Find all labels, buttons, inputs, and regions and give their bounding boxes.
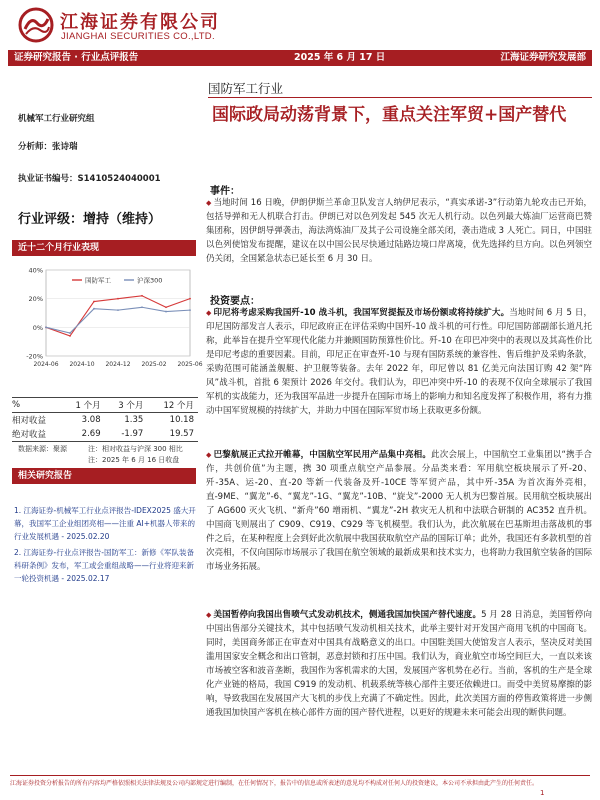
series-line-2 xyxy=(46,307,190,333)
company-name-en: JIANGHAI SECURITIES CO.,LTD. xyxy=(61,31,215,42)
table-row xyxy=(12,413,198,428)
data-point xyxy=(93,308,95,310)
table-header-cell: % xyxy=(12,398,62,413)
rating-label: 行业评级： xyxy=(18,212,84,227)
table-row xyxy=(12,427,198,442)
x-tick-label: 2024-06 xyxy=(33,361,59,368)
table-cell: 19.57 xyxy=(147,427,198,442)
header-bar xyxy=(8,50,592,66)
data-point xyxy=(189,309,191,311)
report-date: 2025 年 6 月 17 日 xyxy=(294,52,386,63)
table-cell: 10.18 xyxy=(169,414,194,425)
point-paragraph xyxy=(206,448,592,574)
cert-number: S1410524040001 xyxy=(77,174,161,184)
analyst-label: 分析师： xyxy=(18,142,53,152)
bullet-icon: ◆ xyxy=(206,199,212,207)
table-header-cell: 1 个月 xyxy=(62,398,105,413)
y-tick-label: 0% xyxy=(32,323,43,332)
related-heading: 相关研究报告 xyxy=(12,468,196,484)
data-point xyxy=(69,335,71,337)
research-dept: 江海证券研究发展部 xyxy=(500,52,586,63)
legend-label: 国防军工 xyxy=(85,276,111,285)
data-point xyxy=(117,309,119,311)
point-text: 5 月 28 日消息，美国暂停向中国出售部分关键技术，其中包括喷气发动机相关技术，此举主要针对开发国产商用飞机的中国商飞。同时，美国商务部正在审查对中国具有战略意义的出口。中国駐美国大使馆发言人表示，坚决反对美国滥用国家安全概念和出口管制，恶意封锁和打压中国。我们认为，商业航空市场空间巨大，一直以来该市场被空客和波音垄断，我国作为客机需求的大国，发展国产客机势在必行。当前，客机的生产是全球化产业链的格局，我国 C919 的发动机、机载系统等核心部件主要还依赖进口。而受中美贸易摩擦的影响，导致我国在发展国产大飞机的步伐上充满了不确定性。因此，此次美国方面的停售政策将进一步侧通我国加快国产客机在核心部件方面的国产替代进程，以更好的规避未来可能会出现的断供问题。 xyxy=(206,610,592,718)
table-cell: 相对收益 xyxy=(12,415,47,426)
table-cell: 2.69 xyxy=(62,427,105,442)
rating-value: 增持（维持） xyxy=(83,212,162,227)
performance-table xyxy=(12,397,198,442)
disclaimer-footer: 江海证券投资分析报告的所有内容均严格依照相关法律法规及公司内部规定进行编制，在任何情况下，报告中的信息或所表述的意见均不构成对任何人的投资建议，本公司不承担由此产生的任何责任。 xyxy=(10,775,590,788)
performance-chart xyxy=(14,260,203,380)
related-reports xyxy=(14,504,198,588)
company-logo-icon xyxy=(18,7,54,43)
point-text: 当地时间 6 月 5 日，印尼国防部发言人表示，印尼政府正在评估采购中国歼-10 战斗机的可行性。印尼国防部副部长道凡托称，此举旨在提升空军现代化能力并兼顾国防预算性价比。歼-10 在印巴冲突中的表现以及其高性价比是印尼考虑的重要因素。目前，印尼正在审查歼-10 与现有国防系统的兼容性、售后维护及采购条款，采购范围可能涵盖舰艇、护卫舰等装备。去年 2022 年，印尼曾以 81 亿美元向法国订购 42 架“阵风”战斗机，首批 6 架预计 2026 年交付。我们认为，印巴冲突中歼-10 的表现不仅向全球展示了我国军机的实战能力，还为我国军品进一步提升在国际市场上的影响力和知名度发挥了积极作用，将有力推动中国军贸规模的持续扩大，并助力中国在国际军贸市场上获取更多份额。 xyxy=(206,308,592,416)
point-paragraph xyxy=(206,306,592,418)
sector-label: 国防军工行业 xyxy=(208,81,284,96)
page-number: 1 xyxy=(540,789,545,797)
x-tick-label: 2025-02 xyxy=(141,361,167,368)
legend-label: 沪深300 xyxy=(137,276,163,285)
page-title: 国际政局动荡背景下，重点关注军贸+国产替代 xyxy=(212,105,567,125)
y-tick-label: 20% xyxy=(28,295,43,304)
data-point xyxy=(165,311,167,313)
x-tick-label: 2025-06 xyxy=(177,361,203,368)
data-point xyxy=(141,306,143,308)
point-lead: 印尼将考虑采购我国歼-10 战斗机，我国军贸提振及市场份额或将持续扩大。 xyxy=(213,308,510,318)
point-lead: 巴黎航展正式拉开帷幕，中国航空军民用产品集中亮相。 xyxy=(213,450,432,460)
bullet-icon: ◆ xyxy=(206,309,212,317)
events-heading: 事件： xyxy=(210,186,240,197)
bullet-icon: ◆ xyxy=(206,451,212,459)
events-text: 当地时间 16 日晚，伊朗伊斯兰革命卫队发言人纳伊尼表示，“真实承诺-3”行动第九轮攻击已开始，包括导弹和无人机联合打击。伊朗已对以色列发起 545 次无人机行动。以色列最大炼油厂运营商巴赞集团称，因伊朗导弹袭击，海法湾炼油厂及其子公司设施全部关闭，袭击造成 3 人死亡。同日，中国驻以色列使馆发布提醒，建议在以中国公民尽快通过陆路边境口岸离境，优先选择约旦方向。以色列领空仍关闭，全国紧急状态已延长至 6 月 30 日。 xyxy=(206,198,592,264)
data-point xyxy=(117,298,119,300)
company-name-cn: 江海证券有限公司 xyxy=(60,12,220,33)
table-cell: 绝对收益 xyxy=(12,427,62,442)
point-text: 此次会展上，中国航空工业集团以“携手合作，共创价值”为主题，携 30 项重点航空产品参展。分品类来看：军用航空板块展示了歼-20、歼-35A、运-20、直-20 等新一代装备及歼-10CE 等军贸产品，其中歼-35A 为首次海外亮相，直-9ME、“翼龙”-6、“翼龙”-1G、“翼龙”-10B、“旋戈”-2000 无人机为巴黎首展。民用航空板块展出了 AG600 灭火飞机、“新舟”60 增雨机、“翼龙”-2H 救灾无人机和中法联合研制的 AC352 直升机。中国商飞则展出了 C909、C919、C929 等飞机模型。我们认为，此次航展在巴基斯坦击落战机的事件之后，在某种程度上会到好此次航展中我国获取航空产品的国际订单；此外，我国还有多款机型的首次亮相，不仅向国际市场展示了我国在航空领域的最新成果和技术实力，也将助力我国航空装备的国际市场业务拓展。 xyxy=(206,450,593,572)
analyst-line xyxy=(18,140,78,152)
data-point xyxy=(189,298,191,300)
analyst-name: 张诗瑞 xyxy=(52,142,78,152)
report-type: 证券研究报告 · 行业点评报告 xyxy=(14,52,139,63)
series-line-1 xyxy=(46,296,190,336)
industry-rating xyxy=(18,208,161,227)
data-point xyxy=(165,306,167,308)
cert-label: 执业证书编号： xyxy=(18,174,78,184)
points-heading: 投资要点： xyxy=(210,296,260,307)
table-header-cell: 12 个月 xyxy=(147,398,198,413)
divider xyxy=(208,97,592,98)
table-note-1: 注：相对收益与沪深 300 相比 xyxy=(88,445,183,453)
events-paragraph xyxy=(206,196,592,266)
source-label: 数据来源：聚源 xyxy=(18,445,67,453)
chart-heading: 近十二个月行业表现 xyxy=(12,240,196,256)
data-point xyxy=(93,301,95,303)
data-point xyxy=(45,326,47,328)
related-report-link[interactable]: 1. 江海证券-机械军工行业点评报告-IDEX2025 盛大开幕，我国军工企业组团亮相——注重 AI+机器人带来的行业发展机遇 - 2025.02.20 xyxy=(14,506,196,541)
table-cell: -1.97 xyxy=(105,427,148,442)
data-point xyxy=(141,295,143,297)
point-lead: 美国暂停向我国出售喷气式发动机技术，侧通我国加快国产替代速度。 xyxy=(213,610,482,620)
x-tick-label: 2024-12 xyxy=(105,361,131,368)
related-report-link[interactable]: 2. 江海证券-行业点评报告-国防军工：新修《军队装备科研条例》发布，军工或会重组战略——行业将迎来新一轮投资机遇 - 2025.02.17 xyxy=(14,548,194,583)
y-tick-label: 40% xyxy=(28,266,43,275)
x-tick-label: 2024-10 xyxy=(69,361,95,368)
research-group: 机械军工行业研究组 xyxy=(18,114,95,124)
plot-frame xyxy=(46,270,190,356)
cert-line xyxy=(18,172,161,184)
table-cell: 1.35 xyxy=(124,414,144,425)
bullet-icon: ◆ xyxy=(206,611,212,619)
table-header-row xyxy=(12,398,198,413)
table-cell: 3.08 xyxy=(81,414,101,425)
table-header-cell: 3 个月 xyxy=(105,398,148,413)
y-tick-label: -20% xyxy=(26,352,43,361)
table-note-2: 注：2025 年 6 月 16 日收盘 xyxy=(88,456,180,464)
point-paragraph xyxy=(206,608,592,720)
data-point xyxy=(69,332,71,334)
